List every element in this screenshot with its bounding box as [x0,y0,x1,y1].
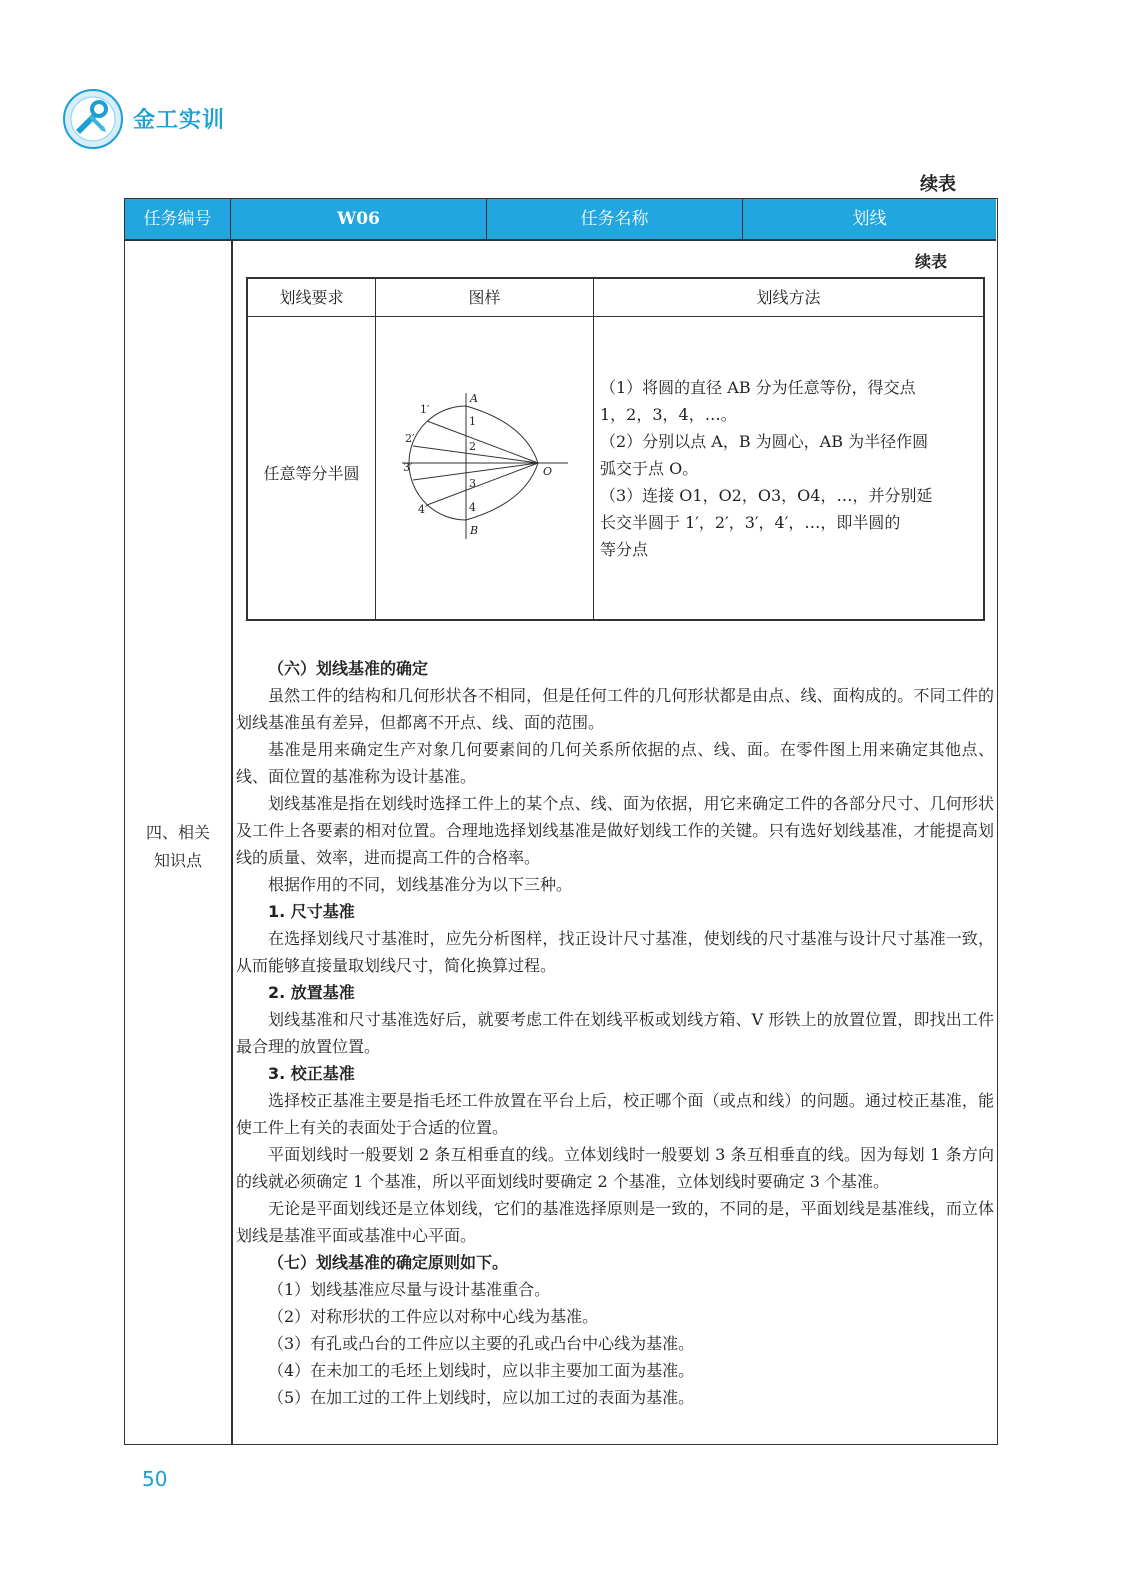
subsection-heading: 1. 尺寸基准 [268,902,355,921]
paragraph: 基准是用来确定生产对象几何要素间的几何关系所依据的点、线、面。在零件图上用来确定其他点、线、面位置的基准称为设计基准。 [236,740,994,786]
section-label [125,819,231,875]
task-name-label: 任务名称 [487,199,743,239]
wrench-logo-icon [62,88,124,150]
inner-header-divider [248,316,983,317]
continued-label: 续表 [920,174,956,195]
paragraph: 无论是平面划线还是立体划线，它们的基准选择原则是一致的，不同的是，平面划线是基准线，而立体划线是基准平面或基准中心平面。 [236,1199,994,1245]
paragraph: 虽然工件的结构和几何形状各不相同，但是任何工件的几何形状都是由点、线、面构成的。不同工件的划线基准虽有差异，但都离不开点、线、面的范围。 [236,686,994,732]
section-label-line1: 四、相关 [145,823,210,842]
label-2: 2 [469,440,476,453]
label-o: O [543,465,553,478]
inner-divider-1 [375,279,376,619]
paragraph: 划线基准和尺寸基准选好后，就要考虑工件在划线平板或划线方箱、V 形铁上的放置位置，即找出工件最合理的放置位置。 [236,1010,994,1056]
principle-item: （2）对称形状的工件应以对称中心线为基准。 [268,1307,599,1326]
book-title: 金工实训 [133,108,226,133]
method-line: （3）连接 O1，O2，O3，O4，…，并分别延 [600,486,933,505]
method-line: 等分点 [600,540,649,559]
method-line: 1，2，3，4，…。 [600,405,737,424]
principle-item: （1）划线基准应尽量与设计基准重合。 [268,1280,551,1299]
method-cell [600,374,981,563]
requirement-cell: 任意等分半圆 [263,464,360,483]
task-table [124,198,998,1445]
inner-header-method: 划线方法 [756,288,821,307]
knowledge-body [236,655,994,1411]
inner-header-requirement: 划线要求 [279,288,344,307]
label-2-prime: 2′ [405,432,415,445]
label-3-prime: 3′ [403,461,413,474]
label-4-prime: 4′ [418,503,428,516]
paragraph: 根据作用的不同，划线基准分为以下三种。 [268,875,573,894]
semicircle-division-diagram [400,391,570,541]
table-header-row [125,199,996,239]
subsection-heading: 3. 校正基准 [268,1064,355,1083]
left-column-divider [231,239,233,1444]
label-1-prime: 1′ [420,403,430,416]
paragraph: 在选择划线尺寸基准时，应先分析图样，找正设计尺寸基准，使划线的尺寸基准与设计尺寸基准一致，从而能够直接量取划线尺寸，简化换算过程。 [236,929,994,975]
method-line: （2）分别以点 A，B 为圆心，AB 为半径作圆 [600,432,929,451]
label-1: 1 [469,415,476,428]
subsection-heading: 2. 放置基准 [268,983,355,1002]
label-4: 4 [469,501,476,514]
principle-item: （4）在未加工的毛坯上划线时，应以非主要加工面为基准。 [268,1361,695,1380]
label-a: A [470,392,478,405]
principle-item: （3）有孔或凸台的工件应以主要的孔或凸台中心线为基准。 [268,1334,695,1353]
task-name-value: 划线 [852,209,887,229]
ray-o4 [427,463,538,505]
section-label-line2: 知识点 [153,851,202,870]
inner-header-drawing: 图样 [468,288,501,307]
ray-o1 [427,421,538,463]
inner-divider-2 [593,279,594,619]
section-heading: （六）划线基准的确定 [268,659,429,678]
section-heading: （七）划线基准的确定原则如下。 [268,1253,509,1272]
task-no-value: W06 [231,199,487,239]
label-3: 3 [469,477,476,490]
header-divider [125,239,996,241]
method-line: （1）将圆的直径 AB 分为任意等份，得交点 [600,378,916,397]
paragraph: 选择校正基准主要是指毛坯工件放置在平台上后，校正哪个面（或点和线）的问题。通过校正基准，能使工件上有关的表面处于合适的位置。 [236,1091,994,1137]
inner-continued-label: 续表 [915,252,948,271]
page-number: 50 [142,1467,168,1491]
paragraph: 划线基准是指在划线时选择工件上的某个点、线、面为依据，用它来确定工件的各部分尺寸、几何形状及工件上各要素的相对位置。合理地选择划线基准是做好划线工作的关键。只有选好划线基准，才能提高划线的质量、效率，进而提高工件的合格率。 [236,794,994,867]
label-b: B [470,524,479,537]
paragraph: 平面划线时一般要划 2 条互相垂直的线。立体划线时一般要划 3 条互相垂直的线。因为每划 1 条方向的线就必须确定 1 个基准，所以平面划线时要确定 2 个基准，立体划线时要确定 3 个基准。 [236,1145,994,1191]
method-line: 弧交于点 O。 [600,459,699,478]
task-no-label: 任务编号 [125,199,231,239]
method-line: 长交半圆于 1′，2′，3′，4′，…，即半圆的 [600,513,901,532]
principle-item: （5）在加工过的工件上划线时，应以加工过的表面为基准。 [268,1388,695,1407]
marking-method-table [246,277,985,621]
